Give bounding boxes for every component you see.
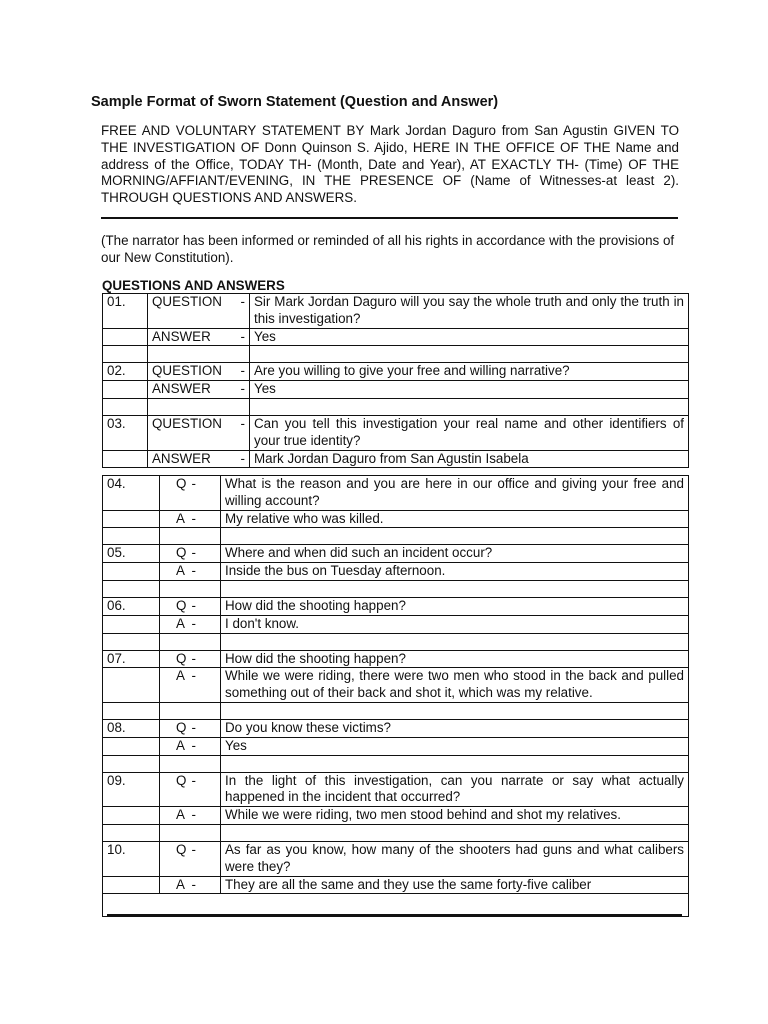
answer-text: Yes (221, 737, 689, 755)
label-dash: - (191, 615, 196, 631)
answer-text: My relative who was killed. (221, 510, 689, 528)
answer-row (103, 450, 689, 468)
item-number: 05. (103, 545, 160, 563)
closing-box (102, 880, 689, 917)
a-label: A (176, 807, 185, 823)
a-label: A (176, 737, 185, 753)
q-label: Q (176, 719, 187, 735)
question-text: Where and when did such an incident occur? (221, 545, 689, 563)
answer-text: Inside the bus on Tuesday afternoon. (221, 563, 689, 581)
horizontal-rule (101, 217, 678, 219)
spacer-row (103, 528, 689, 545)
item-number: 01. (103, 294, 148, 329)
answer-label: ANSWER (152, 381, 211, 397)
label-dash: - (191, 563, 196, 579)
answer-row (103, 807, 689, 825)
label-dash: - (191, 841, 196, 857)
item-number: 07. (103, 650, 160, 668)
question-row (103, 597, 689, 615)
answer-label: ANSWER (152, 450, 211, 466)
question-text: Can you tell this investigation your real name and other identifiers of your true identity? (250, 415, 689, 450)
question-row (103, 363, 689, 381)
answer-text: I don't know. (221, 615, 689, 633)
qa-table-2 (102, 475, 689, 894)
label-dash: - (191, 476, 196, 491)
answer-row (103, 615, 689, 633)
spacer-row (103, 633, 689, 650)
answer-row (103, 381, 689, 399)
item-number: 03. (103, 415, 148, 450)
q-label: Q (176, 476, 187, 491)
label-dash: - (191, 668, 196, 684)
question-text: Sir Mark Jordan Daguro will you say the whole truth and only the truth in this investigation? (250, 294, 689, 329)
qa-table-1 (102, 293, 689, 468)
q-label: Q (176, 597, 187, 613)
question-row (103, 545, 689, 563)
answer-row (103, 328, 689, 346)
answer-text: While we were riding, there were two men who stood in the back and pulled something out of their back and shot it, which was my relative. (221, 668, 689, 703)
a-label: A (176, 563, 185, 579)
closing-rule (107, 914, 682, 916)
spacer-row (103, 702, 689, 719)
question-text: How did the shooting happen? (221, 597, 689, 615)
answer-text: Yes (250, 328, 689, 346)
answer-text: While we were riding, two men stood behind and shot my relatives. (221, 807, 689, 825)
answer-text: They are all the same and they use the same forty-five caliber (221, 876, 689, 894)
answer-row (103, 668, 689, 703)
label-dash: - (191, 545, 196, 561)
answer-text: Yes (250, 381, 689, 399)
label-dash: - (240, 381, 245, 397)
question-row (103, 476, 689, 511)
q-label: Q (176, 841, 187, 857)
document-title: Sample Format of Sworn Statement (Question and Answer) (91, 94, 499, 110)
question-row (103, 415, 689, 450)
label-dash: - (191, 772, 196, 788)
label-dash: - (191, 510, 196, 526)
answer-row (103, 563, 689, 581)
answer-row (103, 510, 689, 528)
q-label: Q (176, 772, 187, 788)
item-number: 10. (103, 841, 160, 876)
a-label: A (176, 668, 185, 684)
question-row (103, 650, 689, 668)
question-label: QUESTION (152, 294, 222, 309)
question-row (103, 772, 689, 807)
question-row (103, 719, 689, 737)
answer-row (103, 737, 689, 755)
question-text: What is the reason and you are here in our office and giving your free and willing account? (221, 476, 689, 511)
label-dash: - (191, 719, 196, 735)
spacer-row (103, 580, 689, 597)
a-label: A (176, 615, 185, 631)
question-text: Are you willing to give your free and willing narrative? (250, 363, 689, 381)
answer-text: Mark Jordan Daguro from San Agustin Isabela (250, 450, 689, 468)
q-label: Q (176, 545, 187, 561)
label-dash: - (240, 415, 245, 431)
label-dash: - (191, 807, 196, 823)
question-text: Do you know these victims? (221, 719, 689, 737)
answer-label: ANSWER (152, 328, 211, 344)
a-label: A (176, 510, 185, 526)
spacer-row (103, 398, 689, 415)
label-dash: - (191, 876, 196, 892)
label-dash: - (191, 597, 196, 613)
spacer-row (103, 755, 689, 772)
item-number: 04. (103, 476, 160, 511)
label-dash: - (240, 294, 245, 309)
question-label: QUESTION (152, 363, 222, 379)
label-dash: - (191, 650, 196, 666)
item-number: 02. (103, 363, 148, 381)
label-dash: - (240, 450, 245, 466)
question-row (103, 841, 689, 876)
q-label: Q (176, 650, 187, 666)
question-text: How did the shooting happen? (221, 650, 689, 668)
question-row (103, 294, 689, 329)
question-text: As far as you know, how many of the shooters had guns and what calibers were they? (221, 841, 689, 876)
label-dash: - (191, 737, 196, 753)
item-number: 08. (103, 719, 160, 737)
spacer-row (103, 824, 689, 841)
statement-intro: FREE AND VOLUNTARY STATEMENT BY Mark Jordan Daguro from San Agustin GIVEN TO THE INVESTIGATION OF Donn Quinson S. Ajido, HERE IN THE OFFICE OF THE Name and address of the Office, TODAY TH- (Month, Date and Year), AT EXACTLY TH- (Time) OF THE MORNING/AFFIANT/EVENING, IN THE PRESENCE OF (Name of Witnesses-at least 2). THROUGH QUESTIONS AND ANSWERS. (101, 123, 679, 206)
rights-note: (The narrator has been informed or reminded of all his rights in accordance with the provisions of our New Constitution). (101, 233, 675, 265)
a-label: A (176, 876, 185, 892)
item-number: 06. (103, 597, 160, 615)
label-dash: - (240, 363, 245, 379)
question-text: In the light of this investigation, can you narrate or say what actually happened in the incident that occurred? (221, 772, 689, 807)
item-number: 09. (103, 772, 160, 807)
qa-heading: QUESTIONS AND ANSWERS (102, 278, 285, 293)
spacer-row (103, 346, 689, 363)
label-dash: - (240, 328, 245, 344)
question-label: QUESTION (152, 415, 222, 431)
